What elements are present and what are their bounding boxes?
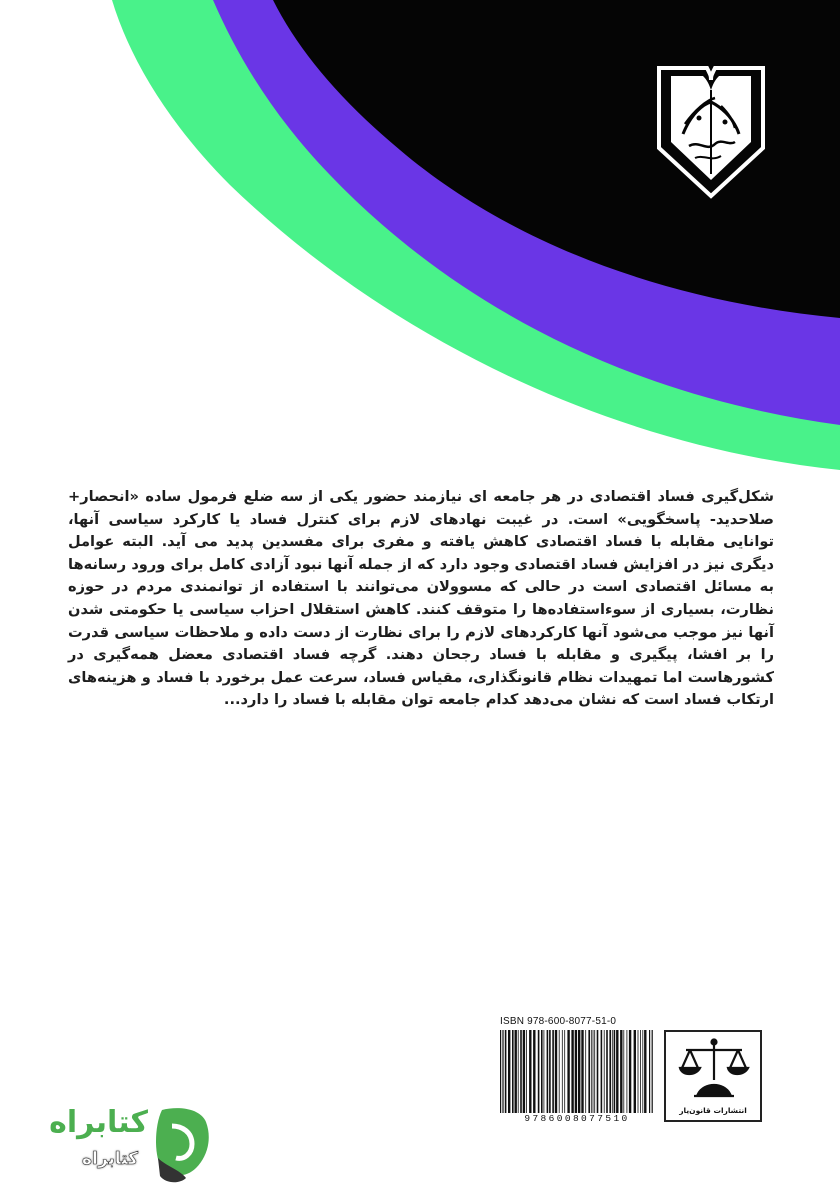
- barcode-bar: [614, 1030, 616, 1114]
- barcode-icon: [498, 1030, 656, 1122]
- watermark-text-main: کتابراه: [49, 1105, 148, 1140]
- barcode-bar: [585, 1030, 586, 1114]
- barcode-bar: [591, 1030, 592, 1114]
- barcode-bar: [520, 1030, 522, 1114]
- barcode-bar: [555, 1030, 557, 1114]
- barcode-bar: [505, 1030, 507, 1114]
- barcode-bar: [593, 1030, 594, 1114]
- barcode-bar: [541, 1030, 543, 1114]
- open-book-calligraphy-logo-icon: [655, 62, 767, 200]
- barcode-bar: [644, 1030, 646, 1114]
- isbn-label: ISBN 978-600-8077-51-0: [500, 1016, 617, 1027]
- barcode-bar: [627, 1030, 628, 1114]
- barcode-bar: [616, 1030, 618, 1114]
- barcode-bar: [638, 1030, 639, 1114]
- barcode-bar: [523, 1030, 525, 1114]
- publisher-box: [664, 1030, 762, 1122]
- barcode-bar: [508, 1030, 510, 1114]
- barcode-bar: [533, 1030, 535, 1114]
- barcode-bar: [597, 1030, 599, 1114]
- barcode-bar: [529, 1030, 531, 1114]
- barcode-bar: [642, 1030, 643, 1114]
- barcode-bar: [588, 1030, 590, 1114]
- barcode-bar: [609, 1030, 611, 1114]
- barcode-bar: [594, 1030, 595, 1114]
- barcode-bar: [500, 1030, 501, 1122]
- barcode-bar: [601, 1030, 603, 1114]
- barcode-bar: [629, 1030, 631, 1114]
- barcode-bar: [502, 1030, 503, 1122]
- barcode-block: [494, 1016, 768, 1126]
- watermark-text-sub: کتابراه: [81, 1149, 138, 1169]
- barcode-bar: [515, 1030, 517, 1114]
- barcode-bar: [564, 1030, 565, 1114]
- barcode-bar: [512, 1030, 514, 1114]
- barcode-bar: [575, 1030, 577, 1114]
- publisher-name: انتشارات قانون‌یار: [679, 1106, 747, 1115]
- barcode-bar: [567, 1030, 569, 1114]
- barcode-bar: [559, 1030, 560, 1114]
- barcode-bar: [538, 1030, 540, 1114]
- barcode-bar: [604, 1030, 605, 1114]
- barcode-bar: [562, 1030, 563, 1114]
- barcode-bar: [547, 1030, 549, 1114]
- back-cover-blurb: شکل‌گیری فساد اقتصادی در هر جامعه ای نیازمند حضور یکی از سه ضلع فرمول ساده «انحصار+ صلاحدید- پاسخگویی» است. در غیبت نهادهای لازم برای کنترل فساد یا کارکرد سیاسی آنها، توانایی مقابله با فساد اقتصادی کاهش یافته و مفری برای مفسدین پدید می آید. البته عوامل دیگری نیز در افزایش فساد اقتصادی وجود دارد که از جمله آنها نبود آزادی کامل برای ورود رسانه‌ها به مسائل اقتصادی است در حالی که مسوولان می‌توانند با استفاده از توانمندی مردم در حوزه نظارت، بسیاری از سوءاستفاده‌ها را متوقف کنند. کاهش استقلال احزاب سیاسی یا حکومتی شدن آنها نیز موجب می‌شود آنها کارکردهای لازم را برای نظارت از دست داده و ملاحظات سیاسی قدرت را بر افشا، پیگیری و مقابله با فساد رجحان دهند. گرچه فساد اقتصادی معضل همه‌گیری در کشورهاست اما تمهیدات نظام قانونگذاری، مقیاس فساد، سرعت عمل برخورد با فساد و هزینه‌های ارتکاب فساد است که نشان می‌دهد کدام جامعه توان مقابله با فساد را دارد...: [68, 488, 774, 709]
- barcode-bar: [634, 1030, 636, 1114]
- barcode-bar: [652, 1030, 653, 1122]
- barcode-bar: [612, 1030, 613, 1114]
- ketabrah-leaf-icon: [152, 1096, 212, 1186]
- barcode-bar: [620, 1030, 622, 1114]
- barcode-bar: [544, 1030, 545, 1114]
- barcode-bar: [526, 1030, 527, 1114]
- barcode-bar: [549, 1030, 551, 1114]
- barcode-bar: [578, 1030, 580, 1114]
- ketabrah-watermark: [40, 1090, 220, 1190]
- barcode-bar: [552, 1030, 554, 1114]
- barcode-bar: [518, 1030, 519, 1114]
- barcode-bar: [581, 1030, 583, 1114]
- barcode-bar: [640, 1030, 641, 1114]
- barcode-digits: 9786008077510: [498, 1113, 656, 1124]
- barcode-bar: [649, 1030, 650, 1122]
- barcode-bar: [606, 1030, 608, 1114]
- barcode-bar: [571, 1030, 573, 1114]
- scales-of-justice-icon: [674, 1036, 754, 1102]
- barcode-bar: [623, 1030, 624, 1114]
